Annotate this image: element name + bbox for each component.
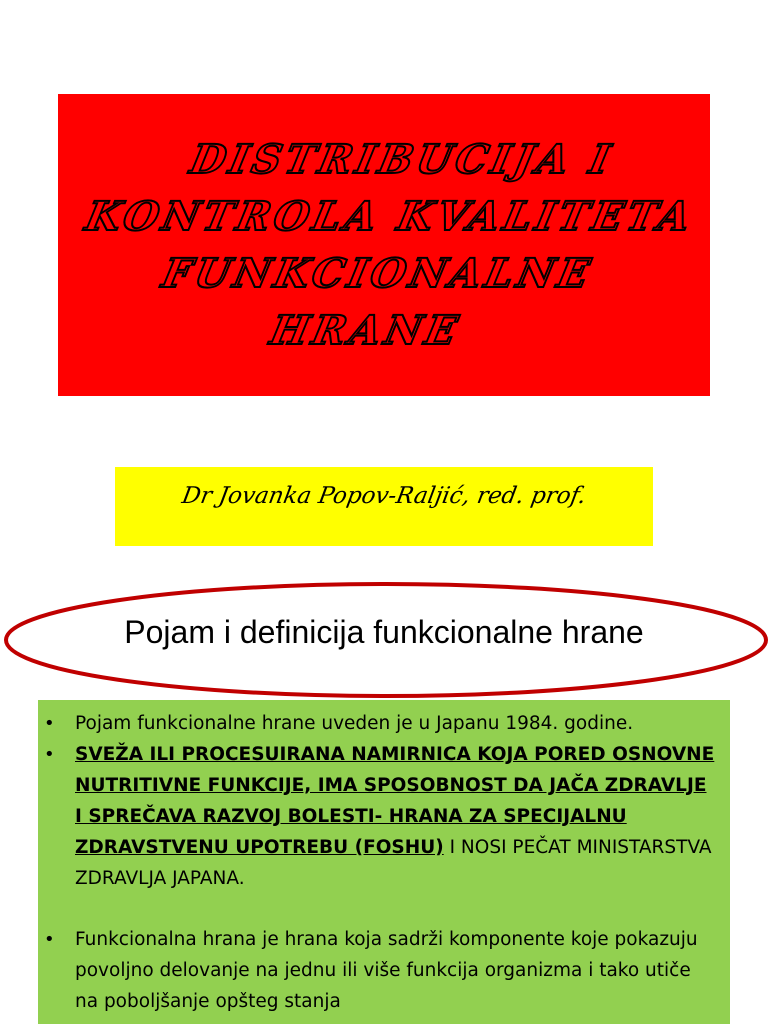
author-banner	[115, 467, 653, 546]
document-title: DISTRIBUCIJA I KONTROLA KVALITETA FUNKCIONALNE HRANE	[81, 136, 699, 354]
list-item-text: Pojam funkcionalne hrane uveden je u Japanu 1984. godine.	[75, 713, 634, 734]
author-name: Dr Jovanka Popov-Raljić, red. prof.	[179, 483, 589, 509]
list-item-text: I NOSI PEČAT MINISTARSTVA ZDRAVLJA JAPANA.	[75, 837, 712, 889]
list-item	[38, 924, 718, 1017]
title-banner	[58, 94, 710, 396]
list-item	[38, 708, 718, 739]
content-panel	[38, 700, 730, 1024]
list-item	[38, 739, 718, 894]
section-heading: Pojam i definicija funkcionalne hrane	[124, 614, 644, 650]
list-spacer	[38, 894, 718, 924]
list-item-emphasis: SVEŽA ILI PROCESUIRANA NAMIRNICA KOJA PORED OSNOVNE NUTRITIVNE FUNKCIJE, IMA SPOSOBNOST DA JAČA ZDRAVLJE I SPREČAVA RAZVOJ BOLESTI- HRANA ZA SPECIJALNU ZDRAVSTVENU UPOTREBU (FOSHU)	[75, 744, 715, 858]
list-item-text: Funkcionalna hrana je hrana koja sadrži komponente koje pokazuju povoljno delovanje na jednu ili više funkcija organizma i tako utiče na poboljšanje opšteg stanja	[75, 929, 698, 1012]
bullet-icon: •	[44, 744, 55, 765]
bullet-icon: •	[44, 929, 55, 950]
bullet-icon: •	[44, 713, 55, 734]
bullet-list	[38, 708, 718, 1017]
